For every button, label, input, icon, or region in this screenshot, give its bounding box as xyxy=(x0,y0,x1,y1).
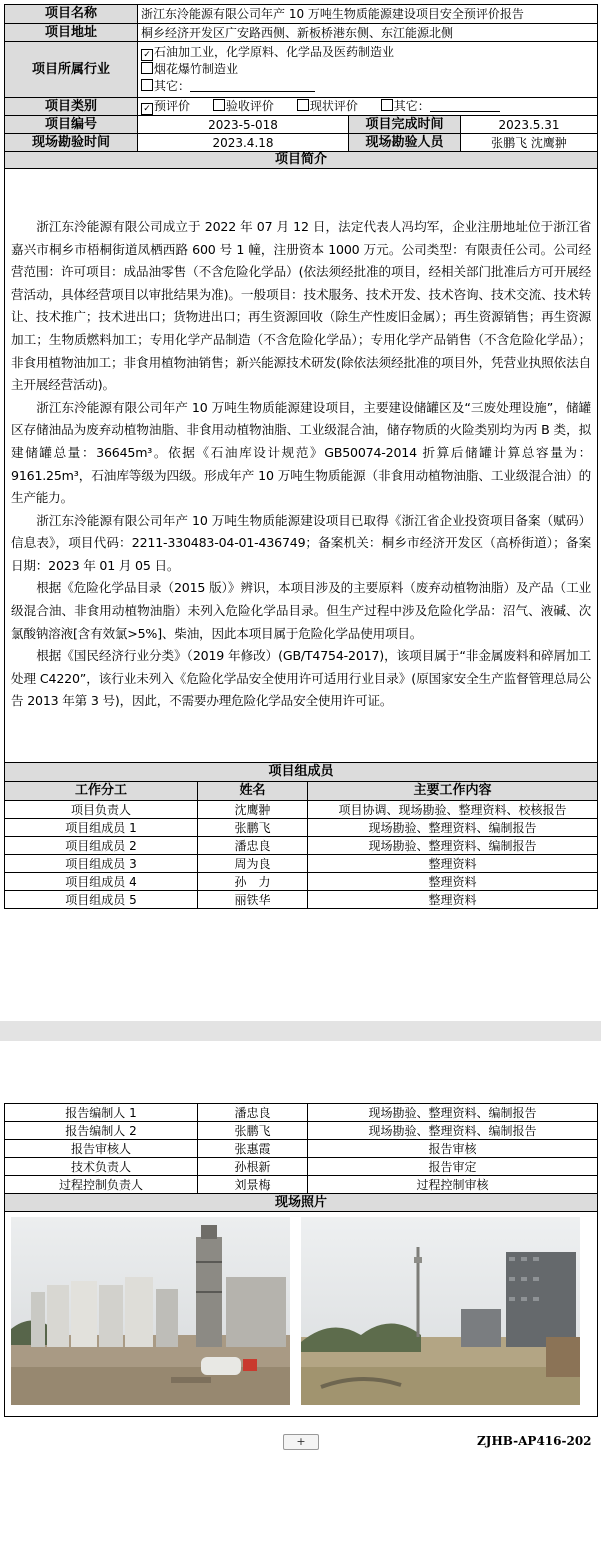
members-table-continued xyxy=(4,1103,598,1417)
checkbox-icon xyxy=(213,99,225,111)
checked-box-icon: ✓ xyxy=(141,49,153,61)
member-rows-page2 xyxy=(5,1104,598,1194)
site-photo xyxy=(301,1217,580,1405)
checkbox-icon xyxy=(141,62,153,74)
surveyors-label: 现场勘验人员 xyxy=(349,134,461,152)
intro-paragraph: 浙江东泠能源有限公司年产 10 万吨生物质能源建设项目，主要建设储罐区及“三废处理设施”，储罐区存储油品为废弃动植物油脂、非食用动植物油脂、工业级混合油，储存物质的火险类别均为丙 B 类，拟建储罐总量：36645m³。依据《石油库设计规范》GB50074-2014 折算后储罐计算总容量为：9161.25m³，石油库等级为四级。形成年产 10 万吨生物质能源（非食用动植物油脂、工业级混合油）的生产能力。 xyxy=(11,399,591,506)
photos-cell xyxy=(5,1212,598,1417)
checkbox-icon xyxy=(141,79,153,91)
other-blank-line xyxy=(430,99,500,112)
project-number-value: 2023-5-018 xyxy=(138,116,349,134)
category-option-status[interactable]: 现状评价 xyxy=(297,99,358,113)
category-label: 项目类别 xyxy=(5,98,138,116)
industry-option-other[interactable]: 其它： xyxy=(141,78,594,95)
industry-options xyxy=(138,42,598,98)
member-row xyxy=(5,819,598,837)
member-work: 项目协调、现场勘验、整理资料、校核报告 xyxy=(308,801,598,819)
member-role: 过程控制负责人 xyxy=(5,1176,198,1194)
member-role: 项目组成员 4 xyxy=(5,873,198,891)
factory-photo xyxy=(11,1217,290,1405)
member-name: 潘忠良 xyxy=(198,837,308,855)
page-separator xyxy=(0,1021,601,1041)
industry-option-fireworks[interactable]: 烟花爆竹制造业 xyxy=(141,61,594,78)
member-name: 张鹏飞 xyxy=(198,1122,308,1140)
checked-box-icon: ✓ xyxy=(141,103,153,115)
project-name-label: 项目名称 xyxy=(5,5,138,24)
other-blank-line xyxy=(190,79,315,92)
category-option-other[interactable]: 其它： xyxy=(381,99,500,113)
member-work: 现场勘验、整理资料、编制报告 xyxy=(308,819,598,837)
column-header-role: 工作分工 xyxy=(5,782,198,801)
document-code: ZJHB-AP416-202 xyxy=(477,1434,592,1448)
member-role: 报告编制人 1 xyxy=(5,1104,198,1122)
column-header-name: 姓名 xyxy=(198,782,308,801)
industry-label: 项目所属行业 xyxy=(5,42,138,98)
category-option-pre[interactable]: ✓ 预评价 xyxy=(141,99,190,113)
member-name: 张鹏飞 xyxy=(198,819,308,837)
member-row xyxy=(5,837,598,855)
members-table xyxy=(4,762,598,909)
member-role: 技术负责人 xyxy=(5,1158,198,1176)
completion-time-value: 2023.5.31 xyxy=(461,116,598,134)
member-name: 丽铁华 xyxy=(198,891,308,909)
intro-body xyxy=(5,169,598,763)
member-row xyxy=(5,1140,598,1158)
member-work: 现场勘验、整理资料、编制报告 xyxy=(308,837,598,855)
member-role: 项目负责人 xyxy=(5,801,198,819)
checkbox-icon xyxy=(297,99,309,111)
member-name: 孙 力 xyxy=(198,873,308,891)
member-work: 报告审核 xyxy=(308,1140,598,1158)
member-row xyxy=(5,801,598,819)
member-name: 孙根新 xyxy=(198,1158,308,1176)
member-work: 整理资料 xyxy=(308,873,598,891)
member-role: 项目组成员 3 xyxy=(5,855,198,873)
members-heading: 项目组成员 xyxy=(5,763,598,782)
category-option-acceptance[interactable]: 验收评价 xyxy=(213,99,274,113)
intro-paragraph: 根据《国民经济行业分类》（2019 年修改）(GB/T4754-2017)，该项目属于“非金属废料和碎屑加工处理 C4220”，该行业未列入《危险化学品安全使用许可适用行业目录》(原国家安全生产监督管理总局公告 2013 年第 3 号)，因此，不需要办理危险化学品安全使用许可证。 xyxy=(11,648,591,709)
member-work: 整理资料 xyxy=(308,855,598,873)
intro-paragraph: 根据《危险化学品目录（2015 版）》辨识，本项目涉及的主要原料（废弃动植物油脂）及产品（工业级混合油、非食用动植物油脂）未列入危险化学品目录。但生产过程中涉及危险化学品：沼气、液碱、次氯酸钠溶液[含有效氯>5%]、柴油，因此本项目属于危险化学品使用项目。 xyxy=(11,580,591,641)
survey-time-value: 2023.4.18 xyxy=(138,134,349,152)
photos-heading: 现场照片 xyxy=(5,1194,598,1212)
member-row xyxy=(5,855,598,873)
member-name: 张惠霞 xyxy=(198,1140,308,1158)
member-row xyxy=(5,1176,598,1194)
member-row xyxy=(5,891,598,909)
member-row xyxy=(5,873,598,891)
member-role: 报告编制人 2 xyxy=(5,1122,198,1140)
project-number-label: 项目编号 xyxy=(5,116,138,134)
project-name-value: 浙江东泠能源有限公司年产 10 万吨生物质能源建设项目安全预评价报告 xyxy=(138,5,598,24)
column-header-work: 主要工作内容 xyxy=(308,782,598,801)
member-work: 现场勘验、整理资料、编制报告 xyxy=(308,1104,598,1122)
member-work: 报告审定 xyxy=(308,1158,598,1176)
member-work: 过程控制审核 xyxy=(308,1176,598,1194)
member-role: 项目组成员 5 xyxy=(5,891,198,909)
project-address-label: 项目地址 xyxy=(5,24,138,42)
industry-option-petrochem[interactable]: ✓ 石油加工业，化学原料、化学品及医药制造业 xyxy=(141,44,594,61)
report-page-2 xyxy=(4,1103,597,1417)
member-role: 项目组成员 2 xyxy=(5,837,198,855)
member-name: 周为良 xyxy=(198,855,308,873)
project-info-table xyxy=(4,4,598,763)
member-rows-page1 xyxy=(5,801,598,909)
member-name: 潘忠良 xyxy=(198,1104,308,1122)
expand-button[interactable]: + xyxy=(283,1434,319,1450)
member-row xyxy=(5,1104,598,1122)
member-work: 现场勘验、整理资料、编制报告 xyxy=(308,1122,598,1140)
member-name: 沈鹰翀 xyxy=(198,801,308,819)
checkbox-icon xyxy=(381,99,393,111)
member-work: 整理资料 xyxy=(308,891,598,909)
project-address-value: 桐乡经济开发区广安路西侧、新板桥港东侧、东江能源北侧 xyxy=(138,24,598,42)
completion-time-label: 项目完成时间 xyxy=(349,116,461,134)
intro-paragraph: 浙江东泠能源有限公司年产 10 万吨生物质能源建设项目已取得《浙江省企业投资项目备案（赋码）信息表》，项目代码：2211-330483-04-01-436749；备案机关：桐乡市经济开发区（高桥街道）；备案日期：2023 年 01 月 05 日。 xyxy=(11,512,591,573)
surveyors-value: 张鹏飞 沈鹰翀 xyxy=(461,134,598,152)
member-row xyxy=(5,1122,598,1140)
category-options xyxy=(138,98,598,116)
member-name: 刘景梅 xyxy=(198,1176,308,1194)
intro-heading: 项目简介 xyxy=(5,152,598,169)
intro-paragraph: 浙江东泠能源有限公司成立于 2022 年 07 月 12 日，法定代表人冯均军，企业注册地址位于浙江省嘉兴市桐乡市梧桐街道凤栖西路 600 号 1 幢，注册资本 1000 万元。公司类型：有限责任公司。公司经营范围：许可项目：成品油零售（不含危险化学品）(依法须经批准的项目，经相关部门批准后方可开展经营活动，具体经营项目以审批结果为准)。一般项目：技术服务、技术开发、技术咨询、技术交流、技术转让、技术推广；技术进出口；货物进出口；再生资源回收（除生产性废旧金属）；再生资源销售；再生资源加工；生物质燃料加工；专用化学产品制造（不含危险化学品）；专用化学产品销售（不含危险化学品）；非食用植物油加工；非食用植物油销售；新兴能源技术研发(除依法须经批准的项目外，凭营业执照依法自主开展经营活动)。 xyxy=(11,218,591,393)
report-page-1 xyxy=(4,4,597,909)
survey-time-label: 现场勘验时间 xyxy=(5,134,138,152)
member-role: 项目组成员 1 xyxy=(5,819,198,837)
member-role: 报告审核人 xyxy=(5,1140,198,1158)
member-row xyxy=(5,1158,598,1176)
